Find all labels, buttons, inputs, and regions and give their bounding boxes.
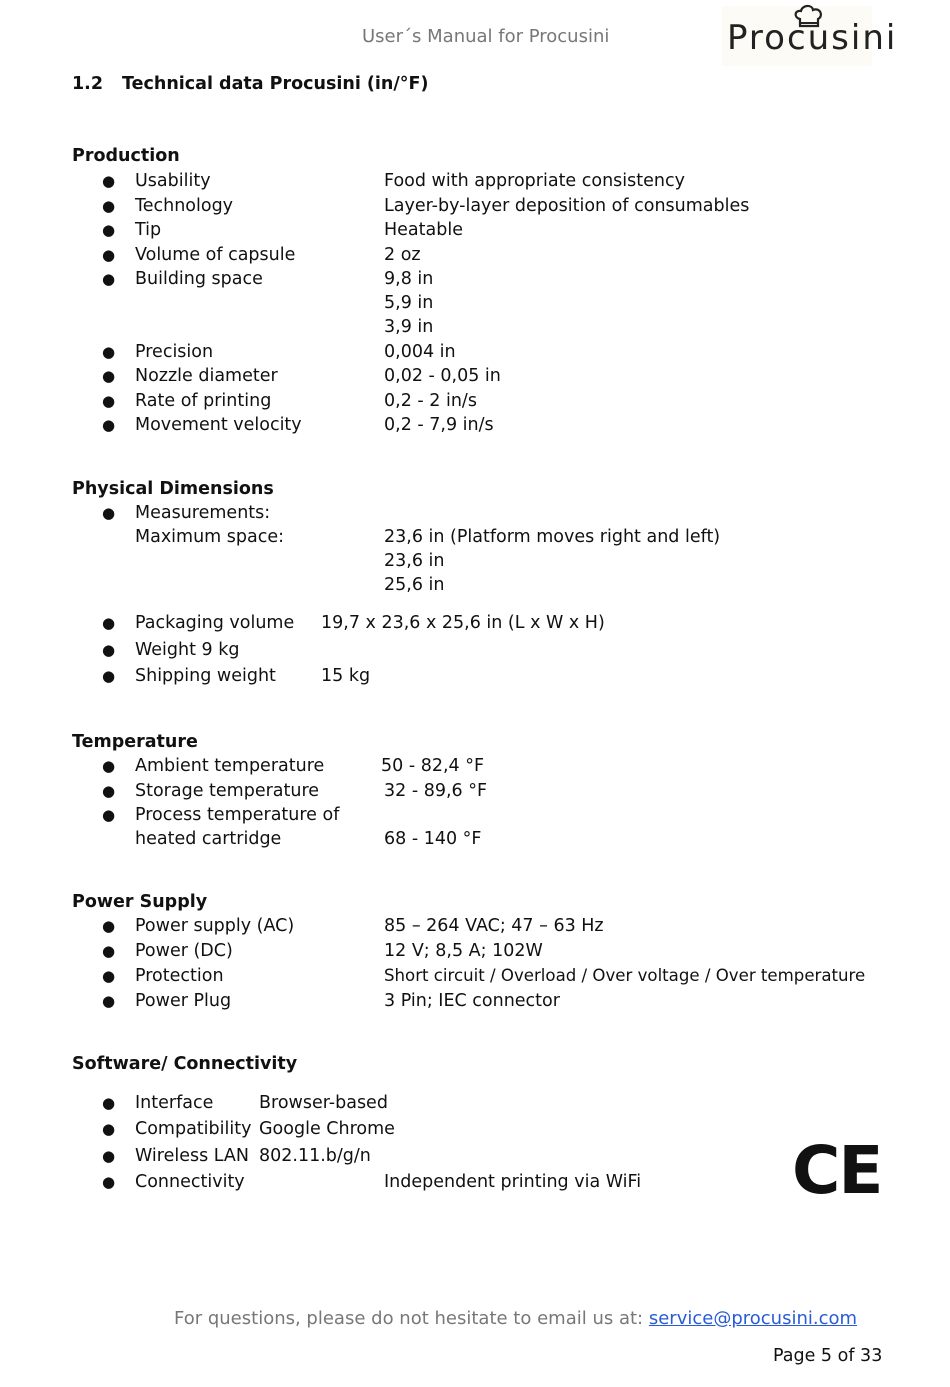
bullet-icon: ● <box>102 172 116 190</box>
bullet-icon: ● <box>102 1120 116 1138</box>
power-heading: Power Supply <box>72 892 208 912</box>
bullet-icon: ● <box>102 392 116 410</box>
production-label: Precision <box>135 342 214 362</box>
footer-question <box>174 1308 857 1329</box>
software-label: Connectivity <box>135 1172 245 1192</box>
bullet-icon: ● <box>102 197 116 215</box>
bullet-icon: ● <box>102 782 116 800</box>
production-label: Rate of printing <box>135 391 272 411</box>
building-space-y: 5,9 in <box>384 293 434 313</box>
bullet-icon: ● <box>102 641 116 659</box>
software-value: Browser-based <box>259 1093 388 1113</box>
power-value: 85 – 264 VAC; 47 – 63 Hz <box>384 916 604 936</box>
building-space-x: 9,8 in <box>384 269 434 289</box>
storage-value: 32 - 89,6 °F <box>384 781 488 801</box>
production-value: 0,004 in <box>384 342 456 362</box>
production-value: 0,2 - 7,9 in/s <box>384 415 494 435</box>
section-title: Technical data Procusini (in/°F) <box>122 74 429 94</box>
software-value: Independent printing via WiFi <box>384 1172 642 1192</box>
measurements-label: Measurements: <box>135 503 271 523</box>
bullet-icon: ● <box>102 1147 116 1165</box>
max-space-height: 25,6 in <box>384 575 445 595</box>
power-label: Power supply (AC) <box>135 916 295 936</box>
production-value: Food with appropriate consistency <box>384 171 685 191</box>
logo-text: Procusini <box>727 18 898 58</box>
production-label: Volume of capsule <box>135 245 296 265</box>
max-space-width: 23,6 in <box>384 551 445 571</box>
production-value: 0,2 - 2 in/s <box>384 391 477 411</box>
page-number: Page 5 of 33 <box>773 1346 883 1366</box>
production-heading: Production <box>72 146 180 166</box>
production-label: Usability <box>135 171 211 191</box>
bullet-icon: ● <box>102 270 116 288</box>
footer-question-text: For questions, please do not hesitate to email us at: <box>174 1308 644 1329</box>
bullet-icon: ● <box>102 757 116 775</box>
power-value: 12 V; 8,5 A; 102W <box>384 941 543 961</box>
shipping-label: Shipping weight <box>135 666 276 686</box>
ambient-label: Ambient temperature <box>135 756 325 776</box>
ambient-value: 50 - 82,4 °F <box>381 756 485 776</box>
bullet-icon: ● <box>102 504 116 522</box>
software-label: Interface <box>135 1093 214 1113</box>
power-value: 3 Pin; IEC connector <box>384 991 560 1011</box>
max-space-label: Maximum space: <box>135 527 285 547</box>
packaging-value: 19,7 x 23,6 x 25,6 in (L x W x H) <box>321 613 605 633</box>
bullet-icon: ● <box>102 614 116 632</box>
bullet-icon: ● <box>102 806 116 824</box>
bullet-icon: ● <box>102 416 116 434</box>
power-value: Short circuit / Overload / Over voltage / Over temperature <box>384 966 866 985</box>
bullet-icon: ● <box>102 992 116 1010</box>
packaging-label: Packaging volume <box>135 613 295 633</box>
power-label: Power Plug <box>135 991 232 1011</box>
shipping-value: 15 kg <box>321 666 371 686</box>
power-label: Protection <box>135 966 224 986</box>
software-value: Google Chrome <box>259 1119 395 1139</box>
bullet-icon: ● <box>102 1173 116 1191</box>
production-value: 2 oz <box>384 245 421 265</box>
bullet-icon: ● <box>102 967 116 985</box>
bullet-icon: ● <box>102 917 116 935</box>
bullet-icon: ● <box>102 1094 116 1112</box>
software-label: Wireless LAN <box>135 1146 249 1166</box>
process-label-line1: Process temperature of <box>135 805 340 825</box>
production-label: Movement velocity <box>135 415 302 435</box>
bullet-icon: ● <box>102 667 116 685</box>
process-value: 68 - 140 °F <box>384 829 482 849</box>
production-value: 0,02 - 0,05 in <box>384 366 501 386</box>
bullet-icon: ● <box>102 246 116 264</box>
production-value: Layer-by-layer deposition of consumables <box>384 196 750 216</box>
weight-text: Weight 9 kg <box>135 640 240 660</box>
procusini-logo <box>722 6 898 66</box>
bullet-icon: ● <box>102 367 116 385</box>
physical-heading: Physical Dimensions <box>72 479 274 499</box>
production-label: Nozzle diameter <box>135 366 278 386</box>
software-value: 802.11.b/g/n <box>259 1146 371 1166</box>
software-label: Compatibility <box>135 1119 252 1139</box>
bullet-icon: ● <box>102 221 116 239</box>
support-email-link[interactable]: service@procusini.com <box>648 1308 858 1329</box>
production-label: Building space <box>135 269 263 289</box>
production-label: Tip <box>135 220 162 240</box>
power-label: Power (DC) <box>135 941 233 961</box>
production-label: Technology <box>135 196 234 216</box>
max-space-length: 23,6 in (Platform moves right and left) <box>384 527 721 547</box>
building-space-z: 3,9 in <box>384 317 434 337</box>
storage-label: Storage temperature <box>135 781 320 801</box>
temperature-heading: Temperature <box>72 732 198 752</box>
section-number: 1.2 <box>72 74 104 94</box>
ce-mark-icon: CE <box>792 1132 882 1209</box>
process-label-line2: heated cartridge <box>135 829 282 849</box>
software-heading: Software/ Connectivity <box>72 1054 298 1074</box>
bullet-icon: ● <box>102 942 116 960</box>
header-title: User´s Manual for Procusini <box>362 26 610 47</box>
bullet-icon: ● <box>102 343 116 361</box>
production-value: Heatable <box>384 220 463 240</box>
